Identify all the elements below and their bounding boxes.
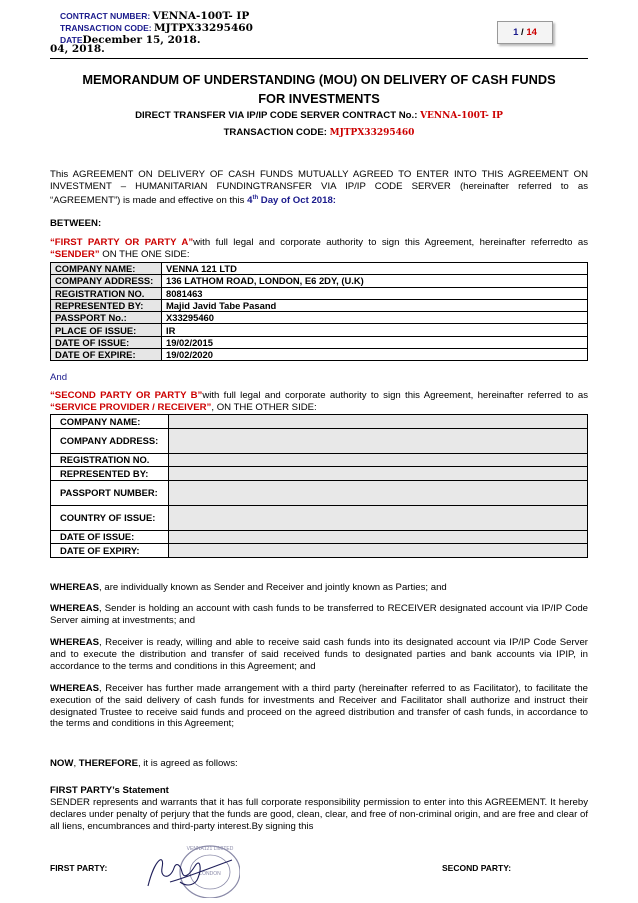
second-party-field-value[interactable]	[169, 480, 588, 505]
whereas-2	[50, 603, 588, 627]
second-party-row	[51, 480, 588, 505]
subtitle-contract-value: VENNA-100T- IP	[420, 111, 503, 121]
second-party-field-label: DATE OF ISSUE:	[51, 530, 169, 544]
second-party-field-value[interactable]	[169, 415, 588, 429]
first-party-field-value: 136 LATHOM ROAD, LONDON, E6 2DY, (U.K)	[162, 275, 588, 287]
first-party-field-value: IR	[162, 324, 588, 336]
first-party-row	[51, 275, 588, 287]
page-indicator	[497, 21, 553, 44]
now-sep: ,	[73, 758, 79, 769]
contract-number-label: CONTRACT NUMBER:	[60, 11, 151, 21]
whereas-1-lead: WHEREAS	[50, 582, 100, 593]
second-party-field-label: COUNTRY OF ISSUE:	[51, 505, 169, 530]
first-party-sender: “SENDER”	[50, 248, 100, 260]
subtitle-transaction-value: MJTPX33295460	[329, 128, 415, 138]
first-party-row	[51, 349, 588, 361]
first-party-field-label: PASSPORT No.:	[51, 312, 162, 324]
transaction-code-label: TRANSACTION CODE:	[60, 23, 152, 33]
first-party-row	[51, 312, 588, 324]
title-line-2: FOR INVESTMENTS	[258, 91, 380, 106]
second-party-row	[51, 544, 588, 558]
between-heading: BETWEEN:	[50, 218, 102, 229]
statement-text: SENDER represents and warrants that it has full corporate responsibility permission to enter into this AGREEMENT. It hereby declares under penalty of perjury that the funds are good, clean, clear, and free of non-criminal origin, and are free and clear of all liens, encumbrances and third-party interest.By signing this	[50, 797, 588, 832]
subtitle-transaction	[50, 127, 588, 138]
subtitle-transaction-label: TRANSACTION CODE:	[223, 127, 327, 138]
first-party-field-label: PLACE OF ISSUE:	[51, 324, 162, 336]
first-party-row	[51, 336, 588, 348]
whereas-4	[50, 683, 588, 730]
second-party-field-value[interactable]	[169, 453, 588, 467]
overlap-date-text: 04, 2018.	[50, 43, 105, 55]
second-party-field-label: PASSPORT NUMBER:	[51, 480, 169, 505]
signature-stamp	[140, 838, 240, 898]
footer-first-party: FIRST PARTY:	[50, 863, 108, 873]
stamp-text: VENNA121 LIMITED	[186, 846, 234, 852]
date-value: December 15, 2018.	[82, 34, 201, 46]
whereas-1-text: , are individually known as Sender and Receiver and jointly known as Parties; and	[99, 582, 447, 593]
whereas-3	[50, 637, 588, 672]
first-party-text: with full legal and corporate authority to sign this Agreement, hereinafter referredto as	[193, 237, 588, 248]
intro-text: This AGREEMENT ON DELIVERY OF CASH FUNDS MUTUALLY AGREED TO ENTER INTO THIS AGREEMENT ON INVESTMENT – HUMANITARIAN FUNDINGTRANSFER VIA IP/IP CODE SERVER (hereinafter referred to as “AGREEMENT”) is made and effective on this	[50, 169, 588, 206]
first-party-row	[51, 299, 588, 311]
second-party-row	[51, 505, 588, 530]
first-party-table	[50, 262, 588, 361]
second-party-row	[51, 428, 588, 453]
second-party-label: “SECOND PARTY OR PARTY B”	[50, 390, 203, 401]
intro-day-tail: Day of Oct 2018:	[260, 194, 336, 206]
statement-heading: FIRST PARTY’s Statement	[50, 785, 169, 796]
second-party-paragraph	[50, 390, 588, 414]
second-party-row	[51, 453, 588, 467]
document-header	[60, 10, 253, 46]
therefore-lead: THEREFORE	[78, 758, 138, 769]
second-party-field-label: COMPANY NAME:	[51, 415, 169, 429]
subtitle-contract-label: DIRECT TRANSFER VIA IP/IP CODE SERVER CONTRACT No.:	[135, 110, 418, 121]
first-party-field-label: REGISTRATION NO.	[51, 287, 162, 299]
whereas-4-lead: WHEREAS	[50, 683, 100, 694]
whereas-4-text: , Receiver has further made arrangement with a third party (hereinafter referred to as Facilitator), to facilitate the execution of the said delivery of cash funds for investments and Receiver and Facilitator shall authorize and instruct their designated Trustee to receive said funds and proceed on the agreed distribution and transfer of cash funds, in accordance to the terms and conditions in this Agreement;	[50, 683, 588, 730]
contract-number-value: VENNA-100T- IP	[152, 10, 250, 22]
whereas-2-text: , Sender is holding an account with cash funds to be transferred to RECEIVER designated account via IP/IP Code Server aiming at investments; and	[50, 603, 588, 626]
header-divider	[50, 58, 588, 59]
first-party-label: “FIRST PARTY OR PARTY A”	[50, 237, 194, 248]
page-total: 14	[526, 27, 537, 38]
transaction-code-value: MJTPX33295460	[153, 22, 253, 34]
page-current: 1	[513, 27, 519, 38]
second-party-field-value[interactable]	[169, 467, 588, 481]
first-party-field-value: 19/02/2015	[162, 336, 588, 348]
page-separator: /	[518, 27, 527, 38]
page-title	[50, 70, 588, 108]
second-party-text: with full legal and corporate authority to sign this Agreement, hereinafter referred to as	[202, 390, 588, 401]
first-party-row	[51, 263, 588, 275]
intro-paragraph	[50, 169, 588, 207]
footer-second-party: SECOND PARTY:	[442, 863, 512, 873]
and-label	[50, 372, 588, 384]
whereas-3-text: , Receiver is ready, willing and able to receive said cash funds into its designated account via IP/IP Code Server and to execute the distribution and transfer of said received funds to designated parties and bank accounts via IPIP, in accordance to the terms and conditions in this Agreement; and	[50, 637, 588, 672]
first-party-field-label: COMPANY ADDRESS:	[51, 275, 162, 287]
whereas-1	[50, 582, 588, 594]
second-party-field-label: COMPANY ADDRESS:	[51, 428, 169, 453]
second-party-table	[50, 414, 588, 558]
whereas-3-lead: WHEREAS	[50, 637, 100, 648]
second-party-field-label: REGISTRATION NO.	[51, 453, 169, 467]
second-party-receiver: “SERVICE PROVIDER / RECEIVER”	[50, 401, 212, 413]
and-text: And	[50, 372, 68, 383]
now-text: , it is agreed as follows:	[137, 758, 238, 769]
second-party-field-value[interactable]	[169, 428, 588, 453]
second-party-row	[51, 415, 588, 429]
second-party-field-value[interactable]	[169, 530, 588, 544]
title-line-1: MEMORANDUM OF UNDERSTANDING (MOU) ON DELIVERY OF CASH FUNDS	[82, 72, 556, 87]
first-party-field-value: Majid Javid Tabe Pasand	[162, 299, 588, 311]
date-label: DATE	[60, 35, 83, 45]
first-party-field-value: X33295460	[162, 312, 588, 324]
now-lead: NOW	[50, 758, 74, 769]
first-party-field-value: VENNA 121 LTD	[162, 263, 588, 275]
first-party-field-label: REPRESENTED BY:	[51, 299, 162, 311]
intro-day-sup: th	[252, 194, 259, 201]
subtitle-contract	[50, 110, 588, 121]
second-party-row	[51, 530, 588, 544]
first-party-field-value: 8081463	[162, 287, 588, 299]
second-party-field-label: REPRESENTED BY:	[51, 467, 169, 481]
whereas-2-lead: WHEREAS	[50, 603, 100, 614]
stamp-sub-text: LONDON	[199, 871, 221, 877]
now-therefore	[50, 758, 588, 770]
second-party-field-value[interactable]	[169, 505, 588, 530]
first-party-tail: ON THE ONE SIDE:	[102, 248, 190, 260]
first-party-paragraph	[50, 237, 588, 261]
first-party-row	[51, 287, 588, 299]
second-party-field-value[interactable]	[169, 544, 588, 558]
intro-day: 4	[247, 194, 253, 206]
second-party-tail: , ON THE OTHER SIDE:	[211, 401, 317, 413]
second-party-row	[51, 467, 588, 481]
first-party-field-label: DATE OF EXPIRE:	[51, 349, 162, 361]
first-party-field-label: COMPANY NAME:	[51, 263, 162, 275]
first-party-field-value: 19/02/2020	[162, 349, 588, 361]
first-party-row	[51, 324, 588, 336]
second-party-field-label: DATE OF EXPIRY:	[51, 544, 169, 558]
first-party-field-label: DATE OF ISSUE:	[51, 336, 162, 348]
